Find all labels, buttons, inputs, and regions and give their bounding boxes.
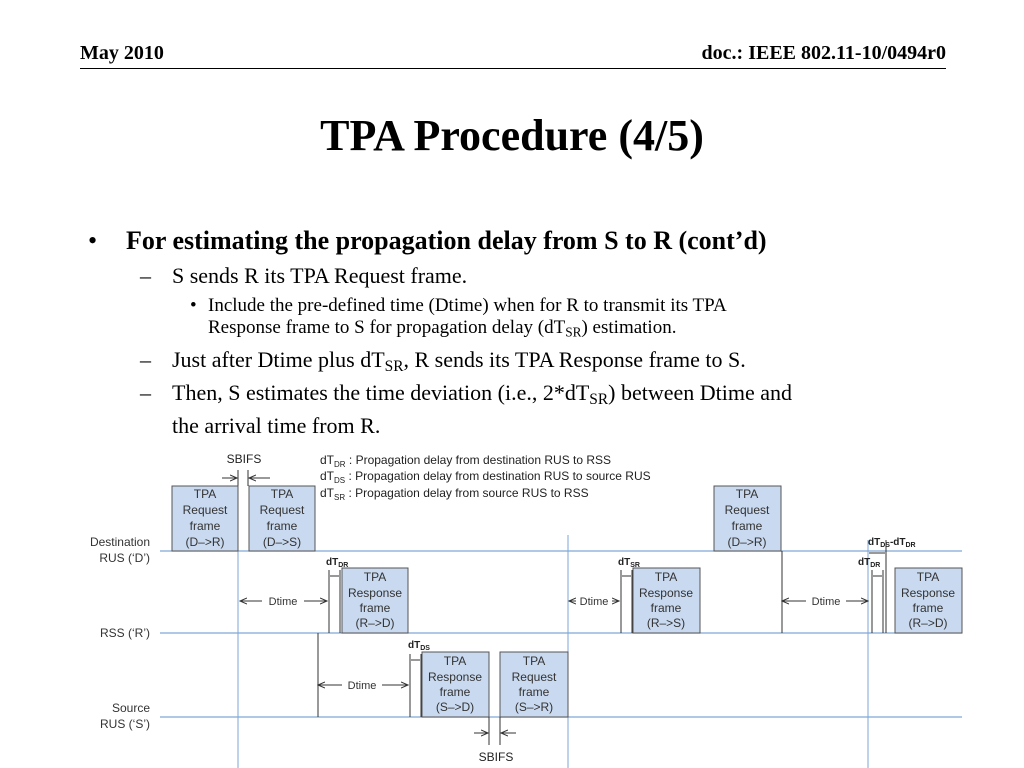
slide-title: TPA Procedure (4/5) (320, 111, 704, 160)
dtime-label: Dtime (811, 596, 841, 608)
frame-line: TPA (270, 487, 294, 501)
tpa-timing-diagram (0, 440, 1024, 768)
dt-subscript: SR (630, 562, 640, 569)
frame-line: (R–>D) (908, 616, 948, 630)
legend-symbol: dT (320, 486, 335, 500)
frame-line: Response (347, 586, 403, 600)
dt-dr-label (326, 557, 348, 569)
lane-label-rss: RSS (‘R’) (100, 626, 150, 640)
text-line: Response frame to S for propagation delay (dT (208, 317, 566, 338)
frame-line: TPA (654, 570, 678, 584)
legend-symbol: dT (320, 453, 335, 467)
dt-symbol: dT (408, 640, 421, 651)
dt-symbol: dT (868, 537, 881, 548)
frame-response-r-to-s (633, 568, 700, 633)
header-doc-id: doc.: IEEE 802.11-10/0494r0 (701, 42, 946, 64)
frame-line: TPA (363, 570, 387, 584)
dt-symbol: dT (858, 557, 871, 568)
text-line: , R sends its TPA Response frame to S. (403, 347, 746, 372)
frame-line: Request (259, 503, 305, 517)
lane-label-source: Source (111, 701, 150, 715)
frame-line: frame (359, 601, 391, 615)
dtime-label: Dtime (268, 596, 298, 608)
text-line: the arrival time from R. (172, 412, 381, 438)
frame-request-d-to-r (172, 486, 238, 551)
legend-subscript: DR (334, 460, 346, 469)
dash-marker: – (140, 347, 151, 372)
frame-line: frame (912, 601, 944, 615)
frame-line: Request (182, 503, 228, 517)
frame-line: frame (266, 519, 298, 533)
dt-symbol: dT (618, 557, 631, 568)
frame-line: (D–>S) (262, 535, 302, 549)
bullet-level2-response (172, 347, 746, 376)
text-line: Then, S estimates the time deviation (i.e., 2*dT (172, 380, 590, 405)
dtime-label: Dtime (579, 596, 609, 608)
frame-line: TPA (522, 654, 546, 668)
dt-symbol: -dT (889, 537, 906, 548)
frame-line: Request (724, 503, 770, 517)
frame-line: Response (427, 670, 483, 684)
legend-description: : Propagation delay from destination RUS to RSS (345, 453, 612, 467)
lane-label-destination: Destination (89, 535, 150, 549)
header-date: May 2010 (80, 42, 164, 64)
frame-line: frame (731, 519, 763, 533)
dt-subscript: DR (905, 542, 916, 549)
text-line: ) estimation. (581, 317, 677, 338)
legend-dt-dr (320, 453, 611, 469)
bullet-level2-send-request: S sends R its TPA Request frame. (172, 263, 468, 288)
frame-line: (S–>D) (435, 700, 475, 714)
dt-symbol: dT (326, 557, 339, 568)
frame-line: frame (518, 685, 550, 699)
dt-dr-label-2 (858, 557, 880, 569)
dtime-label: Dtime (347, 680, 377, 692)
legend-symbol: dT (320, 469, 335, 483)
dt-ds-minus-dt-dr-label (868, 537, 916, 549)
lane-label-source-id: RUS (‘S’) (100, 717, 150, 731)
bullet-level1: For estimating the propagation delay from S to R (cont’d) (126, 226, 767, 255)
frame-line: (D–>R) (185, 535, 225, 549)
subscript: SR (384, 357, 404, 375)
dt-sr-label (618, 557, 640, 569)
frame-line: frame (439, 685, 471, 699)
dt-subscript: DR (870, 562, 881, 569)
subscript: SR (565, 324, 582, 340)
legend-description: : Propagation delay from destination RUS to source RUS (345, 469, 651, 483)
text-line: Just after Dtime plus dT (172, 347, 385, 372)
lane-label-destination-id: RUS (‘D’) (99, 551, 150, 565)
frame-response-r-to-d-2 (895, 568, 962, 633)
dt-subscript: DS (420, 645, 430, 652)
sbifs-label-top: SBIFS (226, 452, 262, 466)
legend-dt-ds (320, 469, 651, 485)
frame-line: Response (900, 586, 956, 600)
dash-marker: – (140, 263, 151, 288)
frame-line: TPA (735, 487, 759, 501)
text-line: Include the pre-defined time (Dtime) when for R to transmit its TPA (208, 295, 727, 316)
frame-line: frame (650, 601, 682, 615)
frame-line: TPA (193, 487, 217, 501)
frame-response-s-to-d (422, 652, 489, 717)
bullet-level2-estimate (172, 380, 792, 439)
legend-subscript: DS (334, 476, 346, 485)
frame-line: TPA (916, 570, 940, 584)
bullet-marker: • (88, 226, 98, 255)
bullet-marker: • (190, 295, 197, 316)
dt-ds-label (408, 640, 430, 652)
frame-request-s-to-r (500, 652, 568, 717)
legend-subscript: SR (334, 493, 346, 502)
subscript: SR (589, 390, 609, 408)
dt-subscript: DR (338, 562, 349, 569)
frame-line: frame (189, 519, 221, 533)
frame-line: (D–>R) (727, 535, 767, 549)
frame-line: (R–>S) (646, 616, 686, 630)
frame-line: Response (638, 586, 694, 600)
bullet-level3-dtime (208, 295, 727, 343)
text-line: ) between Dtime and (608, 380, 792, 405)
frame-request-d-to-s (249, 486, 315, 551)
frame-line: (R–>D) (355, 616, 395, 630)
frame-line: (S–>R) (514, 700, 554, 714)
frame-response-r-to-d (342, 568, 408, 633)
dash-marker: – (140, 380, 151, 405)
header-rule (80, 68, 946, 69)
legend-dt-sr (320, 486, 589, 502)
sbifs-label-bottom: SBIFS (478, 750, 514, 764)
frame-request-d-to-r-2 (714, 486, 781, 551)
legend-description: : Propagation delay from source RUS to RSS (345, 486, 589, 500)
frame-line: Request (511, 670, 557, 684)
frame-line: TPA (443, 654, 467, 668)
dt-subscript: DS (880, 542, 890, 549)
